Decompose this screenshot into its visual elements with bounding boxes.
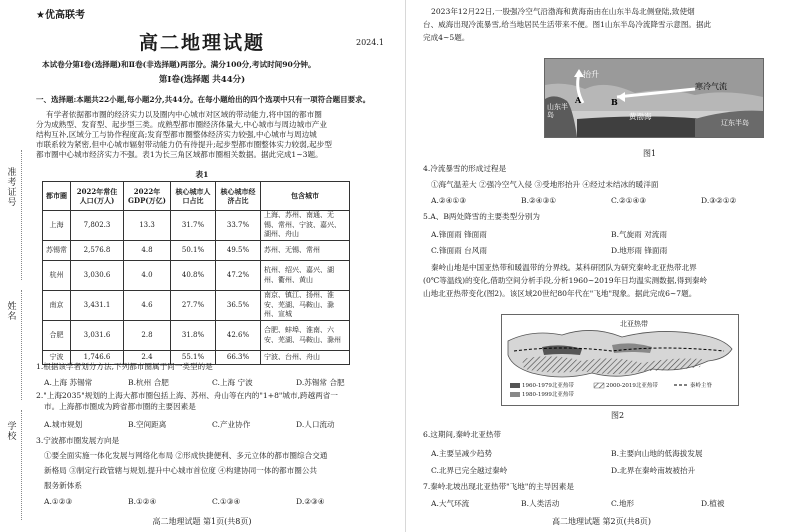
passage-line: 秦岭山地是中国亚热带和暖温带的分界线。某科研团队为研究秦岭北亚热带北界 [431,263,697,272]
passage-line: 都市圈中心城市经济实力不强。表1为长三角区域都市圈相关数据。据此完成1~3题。 [36,150,323,159]
table-cell: 宁波 [43,351,71,365]
table-row [43,321,350,351]
table-header: 都市圈 [43,182,71,211]
table-cell: 66.3% [216,351,261,365]
table-cell: 49.5% [216,241,261,261]
table-row [43,241,350,261]
table-cell: 2.4 [124,351,171,365]
question-statement: 新格局 ③制定行政管辖与规划,提升中心城市首位度 ④构建协同一体的都市圈公共 [44,466,318,475]
table-header: 核心城市经济占比 [216,182,261,211]
table-cell: 1,746.6 [71,351,124,365]
table-header: 2022年常住人口(万人) [71,182,124,211]
table-cell: 上海 [43,211,71,241]
table-row [43,261,350,291]
option-c[interactable]: C.②①④③ [611,196,647,205]
option-c[interactable]: C.①③④ [212,497,241,506]
table-cell: 3,431.1 [71,291,124,321]
table-cell: 50.1% [171,241,216,261]
exam-instructions: 本试卷分第Ⅰ卷(选择题)和Ⅱ卷(非选择题)两部分。满分100分,考试时间90分钟。 [42,60,316,69]
ticket-number-label: 准考证号 [7,168,17,208]
passage-line: 分为成熟型、发育型、起步型三类。成熟型都市圈经济体量大,中心城市与周边城市产业 [36,120,327,129]
option-b[interactable]: B.②④③① [521,196,557,205]
option-a[interactable]: A.①②③ [44,497,73,506]
table-header-row [43,182,350,211]
option-d[interactable]: D.苏锡常 合肥 [296,378,345,387]
legend-label: 2000-2019北亚热带 [606,383,658,389]
table-header: 包含城市 [261,182,350,211]
table-cell: 宁波、台州、舟山 [261,351,350,365]
question-statement: ①海气温差大 ②强冷空气入侵 ③受地形抬升 ④经过未结冰的暖洋面 [431,180,659,189]
table-cell: 36.5% [216,291,261,321]
question-stem: 5.A、B两处降雪的主要类型分别为 [423,212,541,221]
fig1-sea-label: 黄渤海 [629,112,652,121]
question-stem: 市。上海都市圈成为跨省都市圈的主要因素是 [44,402,196,411]
question-stem: 2."上海2035"规划的上海大都市圈包括上海、苏州、舟山等在内的"1+8"城市,跨越两省一 [36,391,338,400]
question-stem: 1.根据该学者划分方法,下列都市圈属于同一类型的是 [36,362,213,371]
table-cell: 合肥、蚌埠、淮南、六安、芜湖、马鞍山、滁州 [261,321,350,351]
table-cell: 40.8% [171,261,216,291]
school-field[interactable] [21,410,22,520]
option-d[interactable]: D.③②①② [701,196,737,205]
exam-date: 2024.1 [356,38,384,47]
option-d[interactable]: D.北界在秦岭南坡被抬升 [611,466,696,475]
passage-line: 台、威海出现冷流暴雪,给当地居民生活带来不便。图1山东半岛冷流降雪示意图。据此 [423,20,712,29]
table-cell: 4.0 [124,261,171,291]
option-a[interactable]: A.②④①③ [431,196,467,205]
option-d[interactable]: D.植被 [701,499,725,508]
passage-line: (0℃等温线)的变化,借助空间分析手段,分析1960~2019年日均温实测数据,得到秦岭 [423,276,708,285]
table-row [43,211,350,241]
option-a[interactable]: A.大气环流 [431,499,470,508]
option-b[interactable]: B.主要向山地的低海拔发展 [611,449,703,458]
option-a[interactable]: A.锋面雨 锋面雨 [431,230,487,239]
option-b[interactable]: B.人类活动 [521,499,560,508]
fig1-cold-label: 寒冷气流 [695,82,727,91]
option-a[interactable]: A.城市规划 [44,420,83,429]
legend-swatch-1 [510,383,520,388]
table-cell: 杭州 [43,261,71,291]
legend-label: 秦岭主脊 [690,383,713,389]
legend-swatch-2 [510,392,520,397]
question-stem: 3.宁波都市圈发展方向是 [36,436,120,445]
passage-line: 完成4~5题。 [423,33,470,42]
option-d[interactable]: D.人口流动 [296,420,335,429]
legend-swatch-3 [594,383,604,388]
option-a[interactable]: A.上海 苏锡常 [44,378,93,387]
table-cell: 苏州、无锡、常州 [261,241,350,261]
table-cell: 上海、苏州、南通、无锡、常州、宁波、嘉兴、湖州、舟山 [261,211,350,241]
fig1-peninsula-label: 山东半岛 [547,103,568,119]
passage-line: 山地北亚热带变化(图2)。该区域20世纪80年代在"飞地"现象。据此完成6~7题。 [423,289,697,298]
figure-2-qinling-map [501,314,739,406]
figure-1-caption: 图1 [643,149,657,158]
option-b[interactable]: B.①②④ [128,497,157,506]
passage-line: 结构互补,区域分工与协作程度高;发育型都市圈整体经济实力较强,中心城市与周边城 [36,130,317,139]
question-stem: 4.冷流暴雪的形成过程是 [423,164,507,173]
exam-title: 高二地理试题 [138,32,265,54]
table-cell: 27.7% [171,291,216,321]
student-info-sidebar [4,150,22,520]
page-footer: 高二地理试题 第1页(共8页) [152,517,252,526]
option-b[interactable]: B.气旋雨 对流雨 [611,230,667,239]
passage-line: 2023年12月22日,一股强冷空气沿渤海和黄海南由在山东半岛北侧登陆,致使烟 [431,7,695,16]
option-c[interactable]: C.北界已完全越过秦岭 [431,466,508,475]
table-header: 核心城市人口占比 [171,182,216,211]
table-cell: 2,576.8 [71,241,124,261]
fig1-north-label: 辽东半岛 [721,119,749,127]
subtropical-zone-2000-2019 [522,356,702,374]
question-stem: 6.这期间,秦岭北亚热带 [423,430,502,439]
passage-line: 有学者依据都市圈的经济实力以及圈内中心城市对区域的带动能力,将中国的都市圈 [46,110,322,119]
table-cell: 苏锡常 [43,241,71,261]
table-cell: 南京 [43,291,71,321]
figure-2-caption: 图2 [611,411,625,420]
legend-label: 1960-1979北亚热带 [522,383,574,389]
table-cell: 3,031.6 [71,321,124,351]
table-cell: 7,802.3 [71,211,124,241]
option-d[interactable]: D.②③④ [296,497,325,506]
table-caption: 表1 [195,170,209,179]
legend-label: 1980-1999北亚热带 [522,392,574,398]
question-statement: 服务新体系 [44,481,82,490]
fig1-uplift-label: 抬升 [583,70,599,79]
option-b[interactable]: B.空间距离 [128,420,167,429]
table-cell: 31.7% [171,211,216,241]
passage-line: 市联系较为紧密,但中心城市辐射带动能力仍有待提升;起步型都市圈整体实力较弱,起步型 [36,140,332,149]
school-label: 学校 [7,422,17,442]
table-header: 2022年GDP(万亿) [124,182,171,211]
table-cell: 南京、镇江、扬州、淮安、芜湖、马鞍山、滁州、宣城 [261,291,350,321]
right-page [409,0,794,532]
option-c[interactable]: C.产业协作 [212,420,251,429]
fig1-point-b: B [611,97,618,107]
page-divider [405,0,406,532]
figure-1-cold-flow-diagram [544,58,764,138]
question-stem: 7.秦岭北坡出现北亚热带"飞地"的主导因素是 [423,482,574,491]
page-footer: 高二地理试题 第2页(共8页) [552,517,651,526]
option-d[interactable]: D.地形雨 锋面雨 [611,246,668,255]
table-cell: 42.6% [216,321,261,351]
option-c[interactable]: C.锋面雨 台风雨 [431,246,487,255]
table-cell: 杭州、绍兴、嘉兴、湖州、衢州、黄山 [261,261,350,291]
fig1-point-a: A [575,95,582,105]
name-label: 姓名 [7,302,17,322]
metro-area-table [42,181,350,365]
option-c[interactable]: C.地形 [611,499,635,508]
table-cell: 55.1% [171,351,216,365]
option-a[interactable]: A.主要呈减少趋势 [431,449,493,458]
table-cell: 3,030.6 [71,261,124,291]
table-cell: 47.2% [216,261,261,291]
table-cell: 4.6 [124,291,171,321]
name-field[interactable] [21,290,22,400]
section1-heading: 一、选择题:本题共22小题,每小题2分,共44分。在每小题给出的四个选项中只有一项符合题目要求。 [36,95,371,104]
fig2-north-label: 北亚热带 [620,320,648,328]
table-cell: 合肥 [43,321,71,351]
part1-heading: 第Ⅰ卷(选择题 共44分) [158,75,246,85]
option-b[interactable]: B.杭州 合肥 [128,378,169,387]
table-row [43,291,350,321]
exam-badge: ★优高联考 [36,10,85,21]
table-cell: 4.8 [124,241,171,261]
table-cell: 13.3 [124,211,171,241]
option-c[interactable]: C.上海 宁波 [212,378,253,387]
table-cell: 33.7% [216,211,261,241]
table-cell: 31.8% [171,321,216,351]
table-cell: 2.8 [124,321,171,351]
question-statement: ①要全面实施一体化发展与网络化布局 ②形成快捷便利、多元立体的都市圈综合交通 [44,451,328,460]
